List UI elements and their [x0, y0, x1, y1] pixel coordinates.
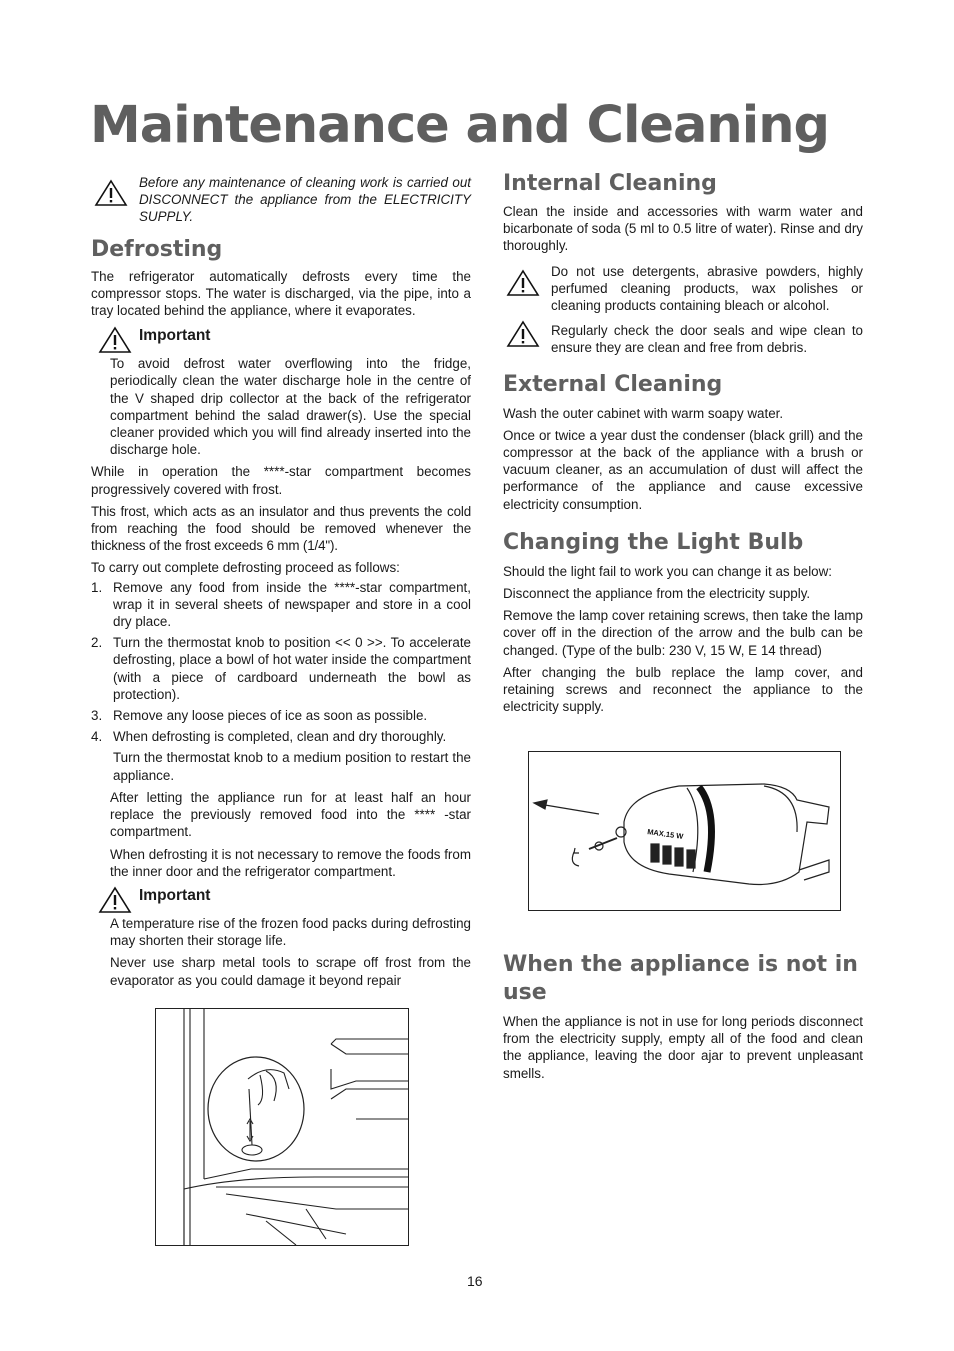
internal-warning-1-text: Do not use detergents, abrasive powders, highly perfumed cleaning products, wax polishes or cleaning products containing bleach or alcohol.	[551, 263, 863, 314]
step-text: When defrosting is completed, clean and dry thoroughly.	[113, 729, 447, 745]
important-label: Important	[139, 327, 211, 345]
not-in-use-heading: When the appliance is not in use	[503, 952, 858, 1005]
defrost-steps	[91, 579, 471, 746]
right-column	[503, 170, 863, 720]
step4-extra-block	[91, 749, 471, 783]
internal-warning-2	[503, 322, 863, 356]
page-title: Maintenance and Cleaning	[90, 96, 830, 155]
important2-body	[91, 915, 471, 989]
bulb-text-2: Disconnect the appliance from the electricity supply.	[503, 586, 811, 602]
important2-header	[91, 885, 471, 915]
warning-triangle-icon	[506, 269, 540, 297]
bulb-text-1: Should the light fail to work you can change it as below:	[503, 563, 833, 579]
defrosting-intro: The refrigerator automatically defrosts every time the compressor stops. The water is discharged, via the pipe, into a tray located behind the appliance, where it evaporates.	[91, 268, 471, 319]
important2-text1: A temperature rise of the frozen food packs during defrosting may shorten their storage life.	[110, 915, 471, 949]
step4-extra: Turn the thermostat knob to a medium position to restart the appliance.	[113, 750, 471, 783]
step-number: 1.	[91, 579, 103, 595]
internal-text: Clean the inside and accessories with warm water and bicarbonate of soda (5 ml to 0.5 litre of water). Rinse and dry thoroughly.	[503, 204, 863, 254]
insulator-paragraph: This frost, which acts as an insulator and thus prevents the cold from reaching the food should be removed whenever the thickness of the frost exceeds 6 mm (1/4").	[91, 503, 471, 554]
bulb-text-4: After changing the bulb replace the lamp cover, and retaining screws and reconnect the appliance to the electricity supply.	[503, 664, 863, 715]
after-paragraph: After letting the appliance run for at least half an hour replace the previously removed food into the **** -star compartment.	[110, 789, 471, 840]
list-item	[91, 634, 471, 703]
bulb-text-3: Remove the lamp cover retaining screws, then take the lamp cover off in the direction of the arrow and the bulb can be changed. (Type of the bulb: 230 V, 15 W, E 14 thread)	[503, 608, 863, 658]
internal-heading: Internal Cleaning	[503, 171, 717, 196]
lamp-cover-drawing	[529, 752, 840, 910]
warning-triangle-icon	[98, 326, 132, 354]
internal-warning-1	[503, 263, 863, 315]
drain-cleaner-drawing	[156, 1009, 408, 1245]
steps-intro: To carry out complete defrosting proceed as follows:	[91, 560, 400, 576]
list-item	[91, 728, 471, 745]
external-text-1: Wash the outer cabinet with warm soapy water.	[503, 405, 784, 421]
intro-warning	[91, 174, 471, 226]
step-number: 4.	[91, 729, 103, 745]
step-number: 3.	[91, 708, 103, 724]
external-heading: External Cleaning	[503, 371, 723, 397]
lamp-marking-text: MAX.15 W	[646, 827, 684, 842]
external-text-2: Once or twice a year dust the condenser (black grill) and the compressor at the back of the appliance with a brush or vacuum cleaner, as an accumulation of dust will affect the performance of the appliance and cause excessive electricity consumption.	[503, 427, 863, 512]
important-body	[91, 355, 471, 458]
step-text: Remove any loose pieces of ice as soon as possible.	[113, 708, 428, 724]
internal-warning-2-text: Regularly check the door seals and wipe clean to ensure they are clean and free from debris.	[551, 323, 863, 356]
important2-text2: Never use sharp metal tools to scrape off frost from the evaporator as you could damage it beyond repair	[110, 955, 471, 988]
warning-triangle-icon	[506, 320, 540, 348]
left-column	[91, 174, 471, 994]
defrosting-heading: Defrosting	[91, 236, 223, 262]
important2-label: Important	[139, 886, 211, 904]
frost-paragraph: While in operation the ****-star compartment becomes progressively covered with frost.	[91, 464, 471, 497]
step-text: Remove any food from inside the ****-star compartment, wrap it in several sheets of newspaper and store in a cool dry place.	[113, 579, 471, 630]
step-number: 2.	[91, 635, 103, 651]
page-number: 16	[467, 1273, 483, 1289]
warning-triangle-icon	[98, 886, 132, 914]
important-text: To avoid defrost water overflowing into the fridge, periodically clean the water discharge hole in the centre of the V shaped drip collector at the back of the refrigerator compartment behind the salad drawer(s). Use the special cleaner provided which you will find already inserted into the discharge hole.	[110, 356, 471, 458]
list-item	[91, 579, 471, 631]
inner-door-paragraph: When defrosting it is not necessary to remove the foods from the inner door and the refrigerator compartment.	[110, 846, 471, 879]
after-block	[91, 789, 471, 880]
intro-warning-text: Before any maintenance of cleaning work is carried out DISCONNECT the appliance from the ELECTRICITY SUPPLY.	[139, 175, 471, 225]
not-in-use-text: When the appliance is not in use for long periods disconnect from the electricity supply, empty all of the food and clean the appliance, leaving the door ajar to prevent unpleasant smells.	[503, 1014, 863, 1081]
not-in-use-section	[503, 951, 863, 1087]
step-text: Turn the thermostat knob to position << 0 >>. To accelerate defrosting, place a bowl of hot water inside the compartment (with a piece of cardboard underneath the bowl as protection).	[113, 635, 471, 702]
lamp-cover-illustration	[528, 751, 841, 911]
bulb-heading: Changing the Light Bulb	[503, 529, 804, 555]
important-header	[91, 325, 471, 355]
list-item	[91, 707, 471, 724]
warning-triangle-icon	[94, 179, 128, 207]
defrost-drain-illustration	[155, 1008, 409, 1246]
